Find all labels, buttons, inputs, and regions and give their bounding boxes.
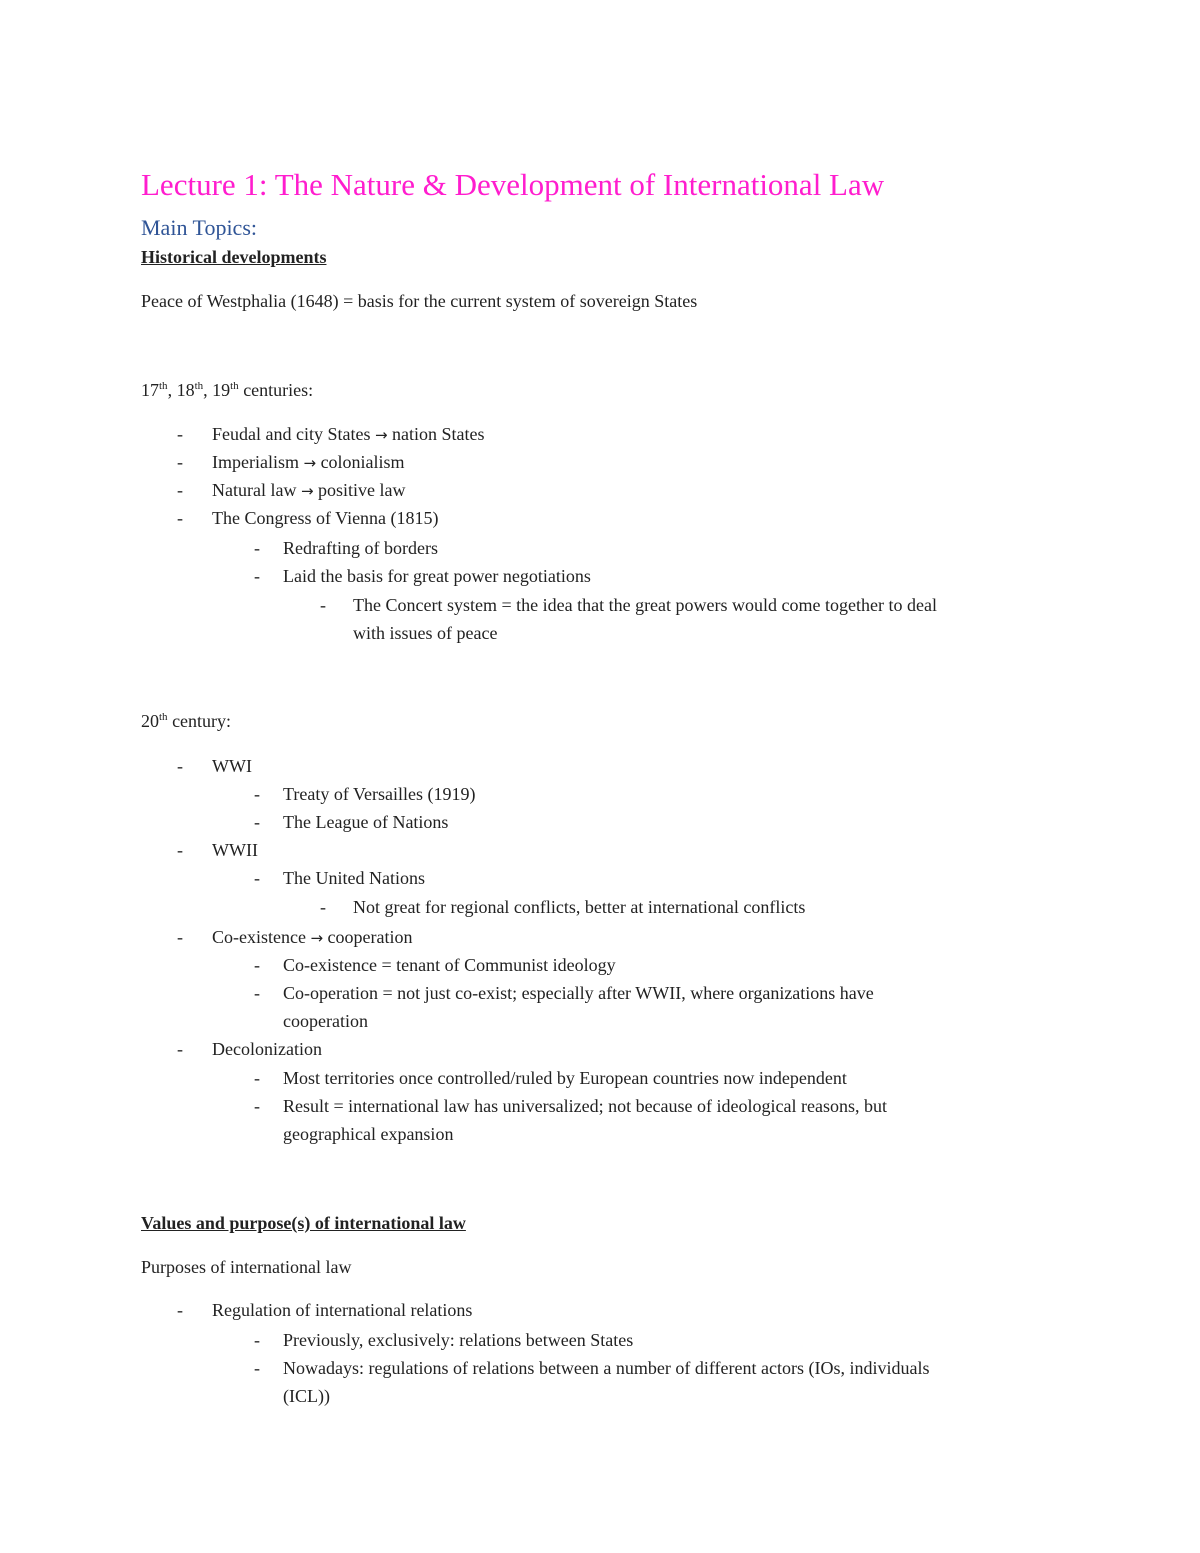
list-item: Treaty of Versailles (1919)	[283, 784, 476, 804]
list-item-continuation: cooperation	[283, 1011, 368, 1031]
bullet-dash: -	[177, 840, 183, 860]
list-item: Co-existence → cooperation	[212, 927, 413, 947]
list-item-continuation: with issues of peace	[353, 623, 498, 643]
bullet-dash: -	[177, 1300, 183, 1320]
bullet-dash: -	[254, 1096, 260, 1116]
bullet-dash: -	[254, 566, 260, 586]
bullet-dash: -	[177, 927, 183, 947]
bullet-dash: -	[254, 983, 260, 1003]
list-item: Previously, exclusively: relations between States	[283, 1330, 634, 1350]
bullet-dash: -	[254, 784, 260, 804]
arrow-right-icon: →	[303, 454, 317, 472]
list-item: Imperialism → colonialism	[212, 452, 405, 472]
bullet-dash: -	[320, 897, 326, 917]
list-item: The United Nations	[283, 868, 425, 888]
section-heading-values: Values and purpose(s) of international law	[141, 1213, 466, 1233]
era-label-20: 20th century:	[141, 711, 232, 731]
bullet-dash: -	[254, 1358, 260, 1378]
list-item: Redrafting of borders	[283, 538, 438, 558]
purposes-paragraph: Purposes of international law	[141, 1257, 352, 1277]
era-label-17-19: 17th, 18th, 19th centuries:	[141, 380, 314, 400]
intro-paragraph: Peace of Westphalia (1648) = basis for the current system of sovereign States	[141, 291, 698, 311]
list-item: WWII	[212, 840, 258, 860]
arrow-right-icon: →	[310, 929, 324, 947]
list-item-continuation: geographical expansion	[283, 1124, 454, 1144]
list-item: Regulation of international relations	[212, 1300, 473, 1320]
section-heading-historical: Historical developments	[141, 247, 327, 267]
list-item: The Congress of Vienna (1815)	[212, 508, 439, 528]
list-item: WWI	[212, 756, 252, 776]
list-item: Feudal and city States → nation States	[212, 424, 485, 444]
list-item: Nowadays: regulations of relations between a number of different actors (IOs, individuals	[283, 1358, 930, 1378]
bullet-dash: -	[177, 756, 183, 776]
bullet-dash: -	[177, 424, 183, 444]
arrow-right-icon: →	[300, 482, 314, 500]
bullet-dash: -	[254, 1330, 260, 1350]
list-item: The League of Nations	[283, 812, 449, 832]
list-item: Co-operation = not just co-exist; especially after WWII, where organizations have	[283, 983, 874, 1003]
list-item: Laid the basis for great power negotiations	[283, 566, 591, 586]
bullet-dash: -	[254, 868, 260, 888]
list-item: Result = international law has universalized; not because of ideological reasons, but	[283, 1096, 887, 1116]
bullet-dash: -	[177, 452, 183, 472]
list-item: Most territories once controlled/ruled by European countries now independent	[283, 1068, 847, 1088]
bullet-dash: -	[177, 508, 183, 528]
list-item: Not great for regional conflicts, better at international conflicts	[353, 897, 806, 917]
bullet-dash: -	[254, 1068, 260, 1088]
list-item: The Concert system = the idea that the great powers would come together to deal	[353, 595, 937, 615]
page-subtitle: Main Topics:	[141, 215, 257, 240]
list-item: Co-existence = tenant of Communist ideology	[283, 955, 616, 975]
bullet-dash: -	[254, 812, 260, 832]
bullet-dash: -	[254, 955, 260, 975]
list-item-continuation: (ICL))	[283, 1386, 330, 1406]
list-item: Natural law → positive law	[212, 480, 406, 500]
page-title: Lecture 1: The Nature & Development of International Law	[141, 167, 885, 202]
list-item: Decolonization	[212, 1039, 322, 1059]
arrow-right-icon: →	[374, 426, 388, 444]
bullet-dash: -	[177, 480, 183, 500]
bullet-dash: -	[177, 1039, 183, 1059]
bullet-dash: -	[320, 595, 326, 615]
bullet-dash: -	[254, 538, 260, 558]
